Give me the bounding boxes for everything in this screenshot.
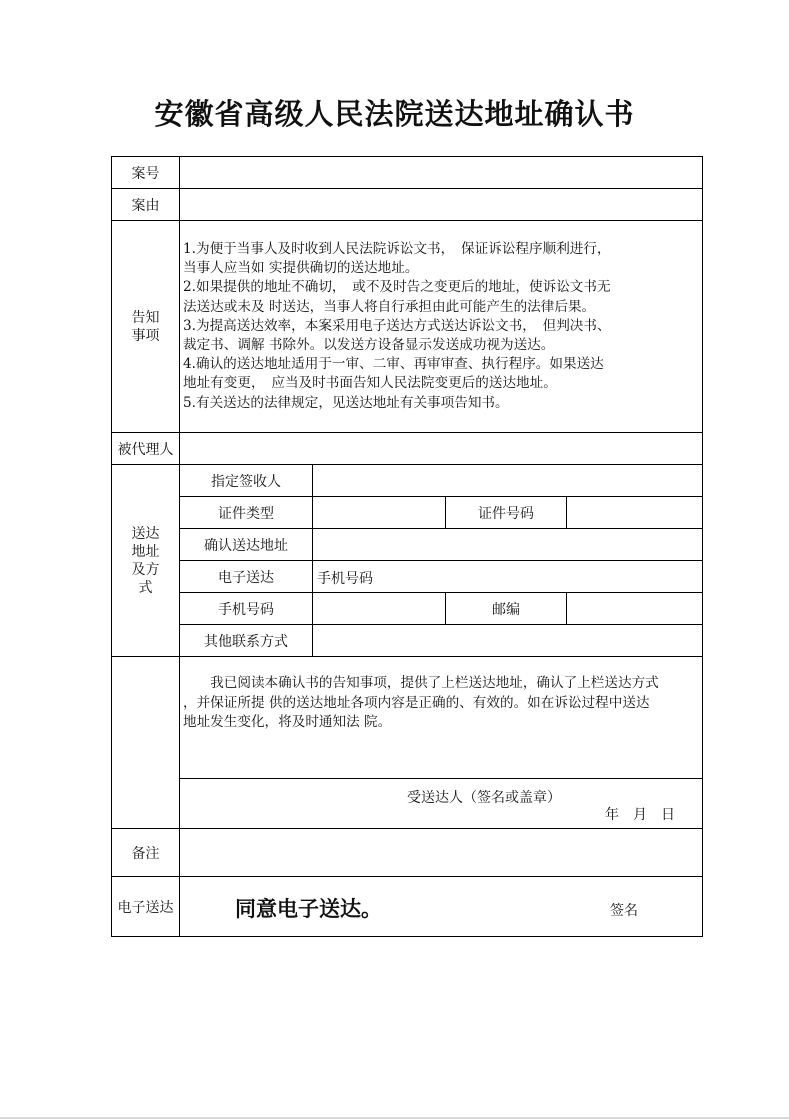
page-edge-line xyxy=(0,1117,789,1119)
designated-recipient-field[interactable] xyxy=(313,465,702,496)
case-cause-field[interactable] xyxy=(180,189,702,220)
date-line: 年 月 日 xyxy=(605,807,675,823)
notice-content: 1.为便于当事人及时收到人民法院诉讼文书， 保证诉讼程序顺利进行， 当事人应当如 实提供确切的送达地址。 2.如果提供的地址不确切， 或不及时告之变更后的地址，使诉讼文书无 法送达或未及 时送达，当事人将自行承担由此可能产生的法律后果。 3.为提高送达效率，本案采用电子送达方式送达诉讼文书， 但判决书、 裁定书、调解 书除外。以发送方设备显示发送成功视为送达。 4.确认的送达地址适用于一审、二审、再审审查、执行程序。如果送达 地址有变更， 应当及时书面告知人民法院变更后的送达地址。 5.有关送达的法律规定，见送达地址有关事项告知书。 xyxy=(183,241,611,411)
statement-text: 我已阅读本确认书的告知事项，提供了上栏送达地址，确认了上栏送达方式 ，并保证所提 供的送达地址各项内容是正确的、有效的。如在诉讼过程中送达 地址发生变化，将及时通知法 院。 xyxy=(183,675,659,730)
id-type-label: 证件类型 xyxy=(218,505,274,522)
signature-label: 签名 xyxy=(610,903,638,919)
mobile-in-cell-label: 手机号码 xyxy=(317,571,373,587)
confirm-address-label: 确认送达地址 xyxy=(204,537,288,554)
other-contact-field[interactable] xyxy=(313,625,702,656)
page-title: 安徽省高级人民法院送达地址确认书 xyxy=(154,97,635,131)
id-number-field[interactable] xyxy=(567,497,702,528)
electronic-service-method-label: 电子送达 xyxy=(218,569,274,586)
agree-electronic-service-text: 同意电子送达。 xyxy=(235,897,382,921)
postcode-field[interactable] xyxy=(567,593,702,624)
postcode-label: 邮编 xyxy=(492,601,520,618)
case-number-field[interactable] xyxy=(180,157,702,188)
other-contact-label: 其他联系方式 xyxy=(204,633,288,650)
agent-label: 被代理人 xyxy=(117,441,174,458)
designated-recipient-label: 指定签收人 xyxy=(211,473,281,490)
electronic-mobile-field[interactable] xyxy=(381,561,702,592)
agent-field[interactable] xyxy=(180,433,702,464)
notice-label: 告知 事项 xyxy=(131,309,160,344)
remarks-field[interactable] xyxy=(180,829,702,876)
mobile-field[interactable] xyxy=(313,593,445,624)
confirm-address-field[interactable] xyxy=(313,529,702,560)
remarks-label: 备注 xyxy=(131,845,160,862)
confirmation-form xyxy=(111,156,703,937)
id-type-field[interactable] xyxy=(313,497,445,528)
case-number-label: 案号 xyxy=(131,165,160,182)
recipient-signature-label: 受送达人（签名或盖章） xyxy=(407,790,561,806)
address-method-label: 送达 地址 及方 式 xyxy=(131,525,160,596)
case-cause-label: 案由 xyxy=(131,197,160,214)
id-number-label: 证件号码 xyxy=(478,505,534,522)
mobile-label: 手机号码 xyxy=(218,601,274,618)
electronic-service-label: 电子送达 xyxy=(117,899,174,916)
